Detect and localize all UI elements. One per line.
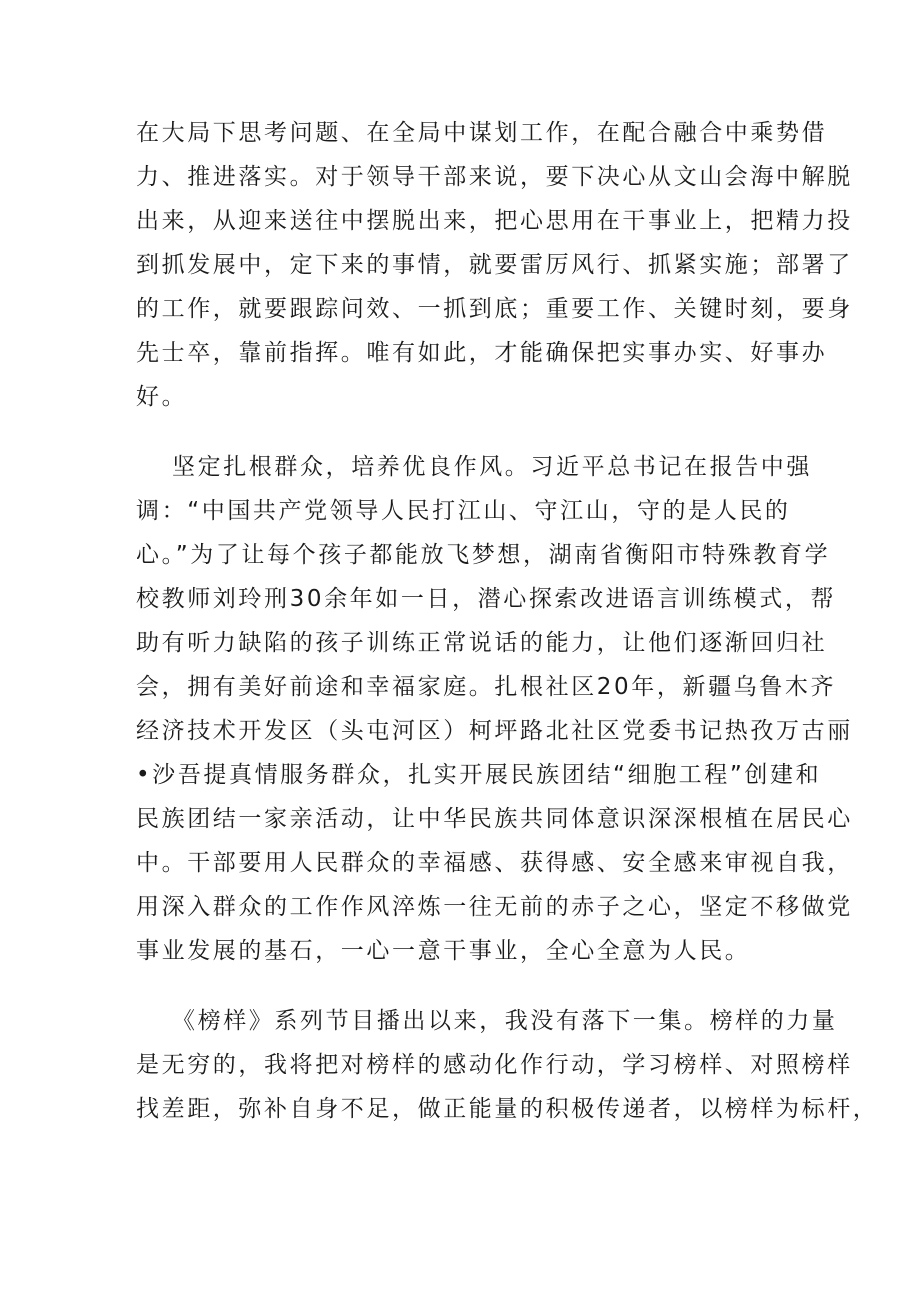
paragraph-line: 心。”为了让每个孩子都能放飞梦想，湖南省衡阳市特殊教育学 [136, 542, 831, 568]
paragraph-line: 用深入群众的工作作风淬炼一往无前的赤子之心，坚定不移做党 [136, 894, 853, 920]
paragraph-line: 是无穷的，我将把对榜样的感动化作行动，学习榜样、对照榜样 [136, 1052, 853, 1078]
paragraph-line: 在大局下思考问题、在全局中谋划工作，在配合融合中乘势借 [136, 120, 828, 146]
paragraph-line: •沙吾提真情服务群众，扎实开展民族团结“细胞工程”创建和 [136, 762, 822, 788]
paragraph-line: 先士卒，靠前指挥。唯有如此，才能确保把实事办实、好事办 [136, 340, 828, 366]
paragraph-line: 调：“中国共产党领导人民打江山、守江山，守的是人民的 [136, 498, 791, 524]
paragraph-line: 力、推进落实。对于领导干部来说，要下决心从文山会海中解脱 [136, 164, 853, 190]
paragraph-line: 到抓发展中，定下来的事情，就要雷厉风行、抓紧实施；部署了 [136, 252, 853, 278]
paragraph-line: 助有听力缺陷的孩子训练正常说话的能力，让他们逐渐回归社 [136, 630, 828, 656]
paragraph-line: 的工作，就要跟踪问效、一抓到底；重要工作、关键时刻，要身 [136, 296, 853, 322]
paragraph-line: 找差距，弥补自身不足，做正能量的积极传递者，以榜样为标杆， [136, 1096, 879, 1122]
paragraph-line: 出来，从迎来送往中摆脱出来，把心思用在干事业上，把精力投 [136, 208, 853, 234]
paragraph-line: 校教师刘玲刑30余年如一日，潜心探索改进语言训练模式，帮 [136, 586, 837, 612]
paragraph-line: 事业发展的基石，一心一意干事业，全心全意为人民。 [136, 938, 751, 964]
paragraph-line: 民族团结一家亲活动，让中华民族共同体意识深深根植在居民心 [136, 806, 853, 832]
paragraph-line: 好。 [136, 384, 188, 410]
paragraph-line: 坚定扎根群众，培养优良作风。习近平总书记在报告中强 [172, 454, 812, 480]
paragraph-line: 会，拥有美好前途和幸福家庭。扎根社区20年，新疆乌鲁木齐 [136, 674, 837, 700]
paragraph-line: 经济技术开发区（头屯河区）柯坪路北社区党委书记热孜万古丽 [136, 718, 853, 744]
paragraph-line: 中。干部要用人民群众的幸福感、获得感、安全感来审视自我， [136, 850, 853, 876]
paragraph-line: 《榜样》系列节目播出以来，我没有落下一集。榜样的力量 [172, 1008, 838, 1034]
